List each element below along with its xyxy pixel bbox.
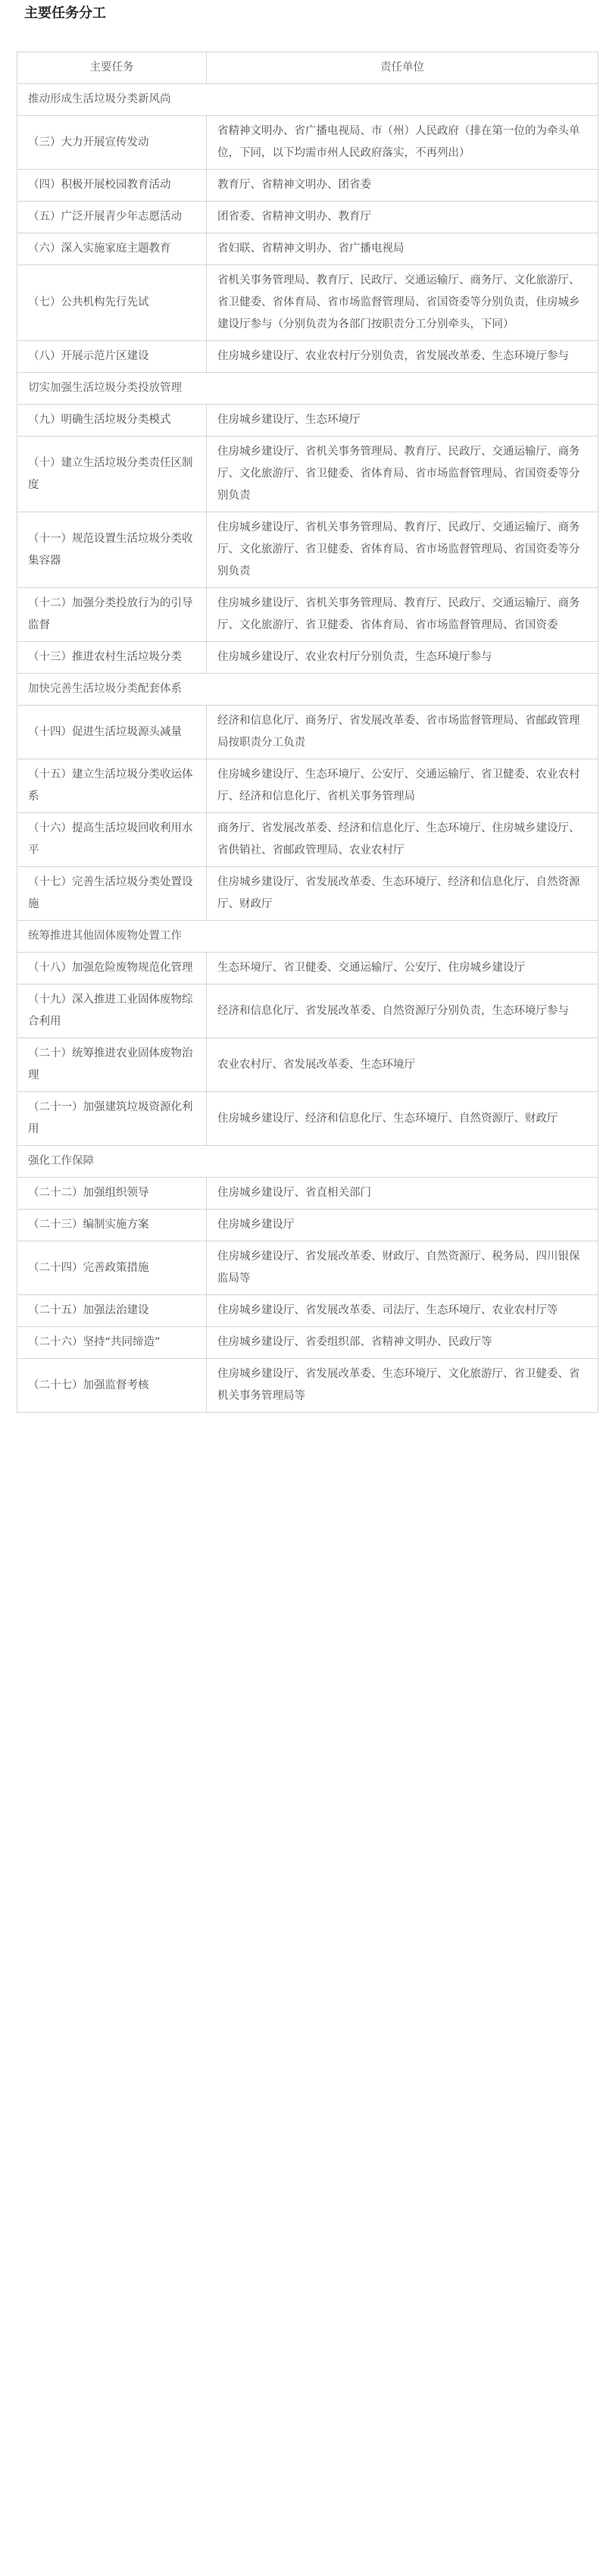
task-cell: （十一）规范设置生活垃圾分类收集容器: [17, 512, 207, 588]
column-header-unit: 责任单位: [207, 52, 598, 84]
table-row: [17, 588, 598, 642]
responsible-unit-cell: 住房城乡建设厅、农业农村厅分别负责，生态环境厅参与: [207, 642, 598, 674]
table-row: [17, 1241, 598, 1295]
task-cell: （二十六）坚持“共同缔造”: [17, 1327, 207, 1359]
table-row: [17, 341, 598, 373]
table-row: [17, 953, 598, 984]
responsible-unit-cell: 经济和信息化厅、省发展改革委、自然资源厅分别负责，生态环境厅参与: [207, 984, 598, 1038]
responsible-unit-cell: 住房城乡建设厅、省机关事务管理局、教育厅、民政厅、交通运输厅、商务厅、文化旅游厅、省卫健委、省体育局、省市场监督管理局、省国资委: [207, 588, 598, 642]
task-cell: （十六）提高生活垃圾回收利用水平: [17, 813, 207, 867]
responsible-unit-cell: 住房城乡建设厅、省委组织部、省精神文明办、民政厅等: [207, 1327, 598, 1359]
table-row: [17, 759, 598, 813]
table-row: [17, 984, 598, 1038]
task-cell: （二十二）加强组织领导: [17, 1178, 207, 1210]
section-title: 强化工作保障: [17, 1146, 598, 1178]
table-row: [17, 1295, 598, 1327]
table-row: [17, 233, 598, 265]
task-cell: （九）明确生活垃圾分类模式: [17, 405, 207, 437]
responsible-unit-cell: 住房城乡建设厅、省直相关部门: [207, 1178, 598, 1210]
responsible-unit-cell: 住房城乡建设厅、省发展改革委、财政厅、自然资源厅、税务局、四川银保监局等: [207, 1241, 598, 1295]
responsible-unit-cell: 住房城乡建设厅、省发展改革委、生态环境厅、经济和信息化厅、自然资源厅、财政厅: [207, 867, 598, 921]
responsible-unit-cell: 住房城乡建设厅: [207, 1210, 598, 1241]
section-row: [17, 921, 598, 953]
section-title: 加快完善生活垃圾分类配套体系: [17, 674, 598, 706]
responsible-unit-cell: 生态环境厅、省卫健委、交通运输厅、公安厅、住房城乡建设厅: [207, 953, 598, 984]
section-title: 推动形成生活垃圾分类新风尚: [17, 84, 598, 116]
table-row: [17, 170, 598, 202]
responsible-unit-cell: 教育厅、省精神文明办、团省委: [207, 170, 598, 202]
table-row: [17, 1092, 598, 1146]
table-header-row: [17, 52, 598, 84]
table-row: [17, 1038, 598, 1092]
task-cell: （八）开展示范片区建设: [17, 341, 207, 373]
task-cell: （二十五）加强法治建设: [17, 1295, 207, 1327]
section-row: [17, 674, 598, 706]
table-row: [17, 405, 598, 437]
responsible-unit-cell: 省机关事务管理局、教育厅、民政厅、交通运输厅、商务厅、文化旅游厅、省卫健委、省体育局、省市场监督管理局、省国资委等分别负责，住房城乡建设厅参与（分别负责为各部门按职责分工分别牵头，下同）: [207, 265, 598, 341]
responsible-unit-cell: 住房城乡建设厅、农业农村厅分别负责，省发展改革委、生态环境厅参与: [207, 341, 598, 373]
section-title: 统筹推进其他固体废物处置工作: [17, 921, 598, 953]
task-cell: （三）大力开展宣传发动: [17, 116, 207, 170]
responsible-unit-cell: 住房城乡建设厅、省发展改革委、生态环境厅、文化旅游厅、省卫健委、省机关事务管理局等: [207, 1359, 598, 1413]
table-row: [17, 202, 598, 233]
task-cell: （十八）加强危险废物规范化管理: [17, 953, 207, 984]
responsible-unit-cell: 省精神文明办、省广播电视局、市（州）人民政府（排在第一位的为牵头单位，下同，以下均需市州人民政府落实，不再列出）: [207, 116, 598, 170]
task-cell: （十七）完善生活垃圾分类处置设施: [17, 867, 207, 921]
task-cell: （十）建立生活垃圾分类责任区制度: [17, 437, 207, 512]
responsible-unit-cell: 住房城乡建设厅、省发展改革委、司法厅、生态环境厅、农业农村厅等: [207, 1295, 598, 1327]
task-cell: （二十三）编制实施方案: [17, 1210, 207, 1241]
task-table: [17, 52, 598, 1413]
task-cell: （二十一）加强建筑垃圾资源化利用: [17, 1092, 207, 1146]
table-row: [17, 1359, 598, 1413]
task-cell: （七）公共机构先行先试: [17, 265, 207, 341]
task-cell: （十九）深入推进工业固体废物综合利用: [17, 984, 207, 1038]
table-row: [17, 437, 598, 512]
table-row: [17, 1327, 598, 1359]
task-cell: （六）深入实施家庭主题教育: [17, 233, 207, 265]
task-cell: （四）积极开展校园教育活动: [17, 170, 207, 202]
task-table-body: [17, 52, 598, 1413]
page-title: 主要任务分工: [24, 5, 106, 21]
table-row: [17, 116, 598, 170]
section-row: [17, 373, 598, 405]
table-row: [17, 265, 598, 341]
section-row: [17, 1146, 598, 1178]
table-row: [17, 813, 598, 867]
column-header-task: 主要任务: [17, 52, 207, 84]
task-cell: （二十四）完善政策措施: [17, 1241, 207, 1295]
responsible-unit-cell: 商务厅、省发展改革委、经济和信息化厅、生态环境厅、住房城乡建设厅、省供销社、省邮政管理局、农业农村厅: [207, 813, 598, 867]
task-cell: （二十）统筹推进农业固体废物治理: [17, 1038, 207, 1092]
responsible-unit-cell: 住房城乡建设厅、经济和信息化厅、生态环境厅、自然资源厅、财政厅: [207, 1092, 598, 1146]
section-row: [17, 84, 598, 116]
task-cell: （十四）促进生活垃圾源头减量: [17, 706, 207, 759]
table-row: [17, 642, 598, 674]
responsible-unit-cell: 住房城乡建设厅、生态环境厅、公安厅、交通运输厅、省卫健委、农业农村厅、经济和信息化厅、省机关事务管理局: [207, 759, 598, 813]
responsible-unit-cell: 团省委、省精神文明办、教育厅: [207, 202, 598, 233]
task-cell: （二十七）加强监督考核: [17, 1359, 207, 1413]
responsible-unit-cell: 住房城乡建设厅、省机关事务管理局、教育厅、民政厅、交通运输厅、商务厅、文化旅游厅、省卫健委、省体育局、省市场监督管理局、省国资委等分别负责: [207, 437, 598, 512]
task-cell: （五）广泛开展青少年志愿活动: [17, 202, 207, 233]
responsible-unit-cell: 省妇联、省精神文明办、省广播电视局: [207, 233, 598, 265]
task-cell: （十二）加强分类投放行为的引导监督: [17, 588, 207, 642]
responsible-unit-cell: 住房城乡建设厅、省机关事务管理局、教育厅、民政厅、交通运输厅、商务厅、文化旅游厅、省卫健委、省体育局、省市场监督管理局、省国资委等分别负责: [207, 512, 598, 588]
table-row: [17, 1178, 598, 1210]
task-cell: （十五）建立生活垃圾分类收运体系: [17, 759, 207, 813]
table-row: [17, 512, 598, 588]
table-row: [17, 706, 598, 759]
task-cell: （十三）推进农村生活垃圾分类: [17, 642, 207, 674]
section-title: 切实加强生活垃圾分类投放管理: [17, 373, 598, 405]
responsible-unit-cell: 住房城乡建设厅、生态环境厅: [207, 405, 598, 437]
table-row: [17, 1210, 598, 1241]
responsible-unit-cell: 经济和信息化厅、商务厅、省发展改革委、省市场监督管理局、省邮政管理局按职责分工负责: [207, 706, 598, 759]
responsible-unit-cell: 农业农村厅、省发展改革委、生态环境厅: [207, 1038, 598, 1092]
table-row: [17, 867, 598, 921]
